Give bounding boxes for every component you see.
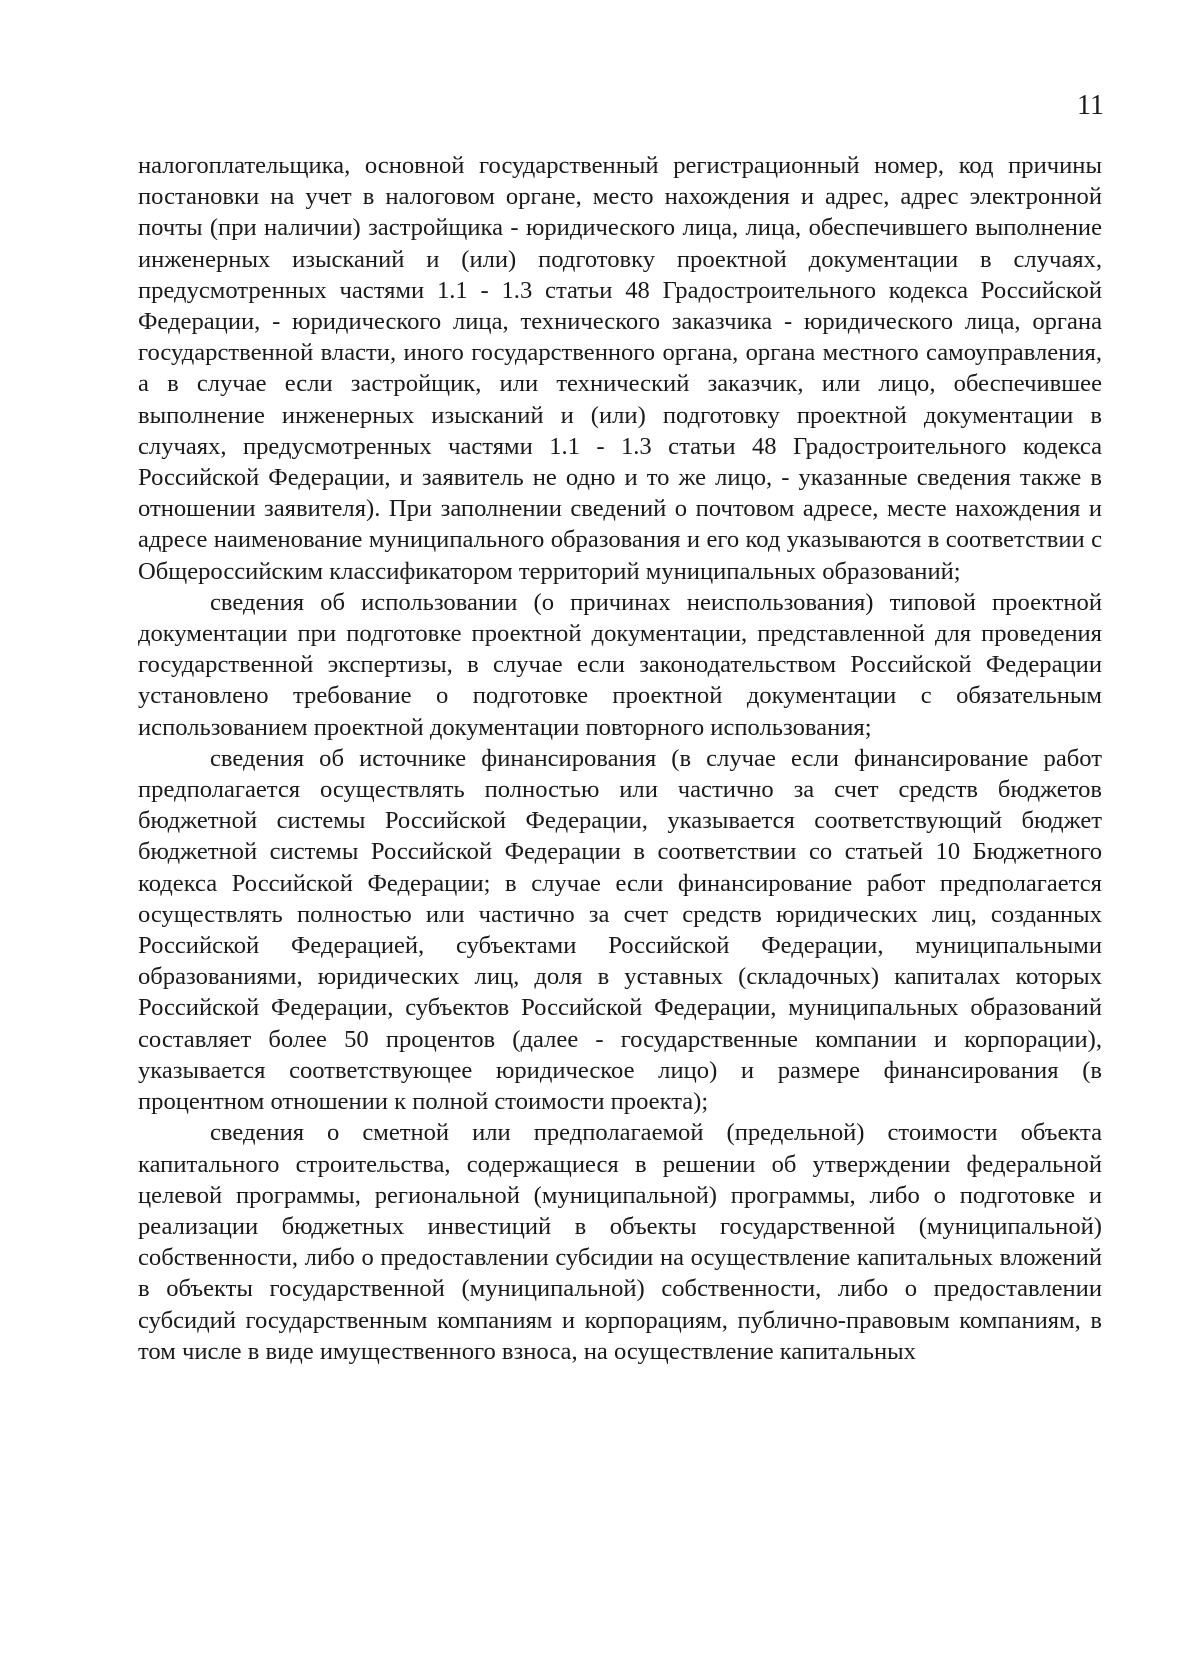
page-number: 11 — [1077, 90, 1104, 121]
paragraph-financing-source: сведения об источнике финансирования (в случае если финансирование работ предполагается осуществлять полностью или частично за счет средств бюджетов бюджетной системы Российской Федерации, указывается соответствующий бюджет бюджетной системы Российской Федерации в соответствии со статьей 10 Бюджетного кодекса Российской Федерации; в случае если финансирование работ предполагается осуществлять полностью или частично за счет средств юридических лиц, созданных Российской Федерацией, субъектами Российской Федерации, муниципальными образованиями, юридических лиц, доля в уставных (складочных) капиталах которых Российской Федерации, субъектов Российской Федерации, муниципальных образований составляет более 50 процентов (далее - государственные компании и корпорации), указывается соответствующее юридическое лицо) и размере финансирования (в процентном отношении к полной стоимости проекта); — [138, 744, 1102, 1116]
paragraph-applicant-details: налогоплательщика, основной государственный регистрационный номер, код причины постановки на учет в налоговом органе, место нахождения и адрес, адрес электронной почты (при наличии) застройщика - юридического лица, лица, обеспечившего выполнение инженерных изысканий и (или) подготовку проектной документации в случаях, предусмотренных частями 1.1 - 1.3 статьи 48 Градостроительного кодекса Российской Федерации, - юридического лица, технического заказчика - юридического лица, органа государственной власти, иного государственного органа, органа местного самоуправления, а в случае если застройщик, или технический заказчик, или лицо, обеспечившее выполнение инженерных изысканий и (или) подготовку проектной документации в случаях, предусмотренных частями 1.1 - 1.3 статьи 48 Градостроительного кодекса Российской Федерации, и заявитель не одно и то же лицо, - указанные сведения также в отношении заявителя). При заполнении сведений о почтовом адресе, месте нахождения и адресе наименование муниципального образования и его код указываются в соответствии с Общероссийским классификатором территорий муниципальных образований; — [138, 152, 1102, 585]
paragraph-typical-documentation: сведения об использовании (о причинах неиспользования) типовой проектной документации при подготовке проектной документации, представленной для проведения государственной экспертизы, в случае если законодательством Российской Федерации установлено требование о подготовке проектной документации с обязательным использованием проектной документации повторного использования; — [138, 588, 1102, 741]
paragraph-estimated-cost: сведения о сметной или предполагаемой (предельной) стоимости объекта капитального строительства, содержащиеся в решении об утверждении федеральной целевой программы, региональной (муниципальной) программы, либо о подготовке и реализации бюджетных инвестиций в объекты государственной (муниципальной) собственности, либо о предоставлении субсидии на осуществление капитальных вложений в объекты государственной (муниципальной) собственности, либо о предоставлении субсидий государственным компаниям и корпорациям, публично-правовым компаниям, в том числе в виде имущественного взноса, на осуществление капитальных — [138, 1119, 1102, 1365]
document-body — [138, 150, 1102, 1367]
